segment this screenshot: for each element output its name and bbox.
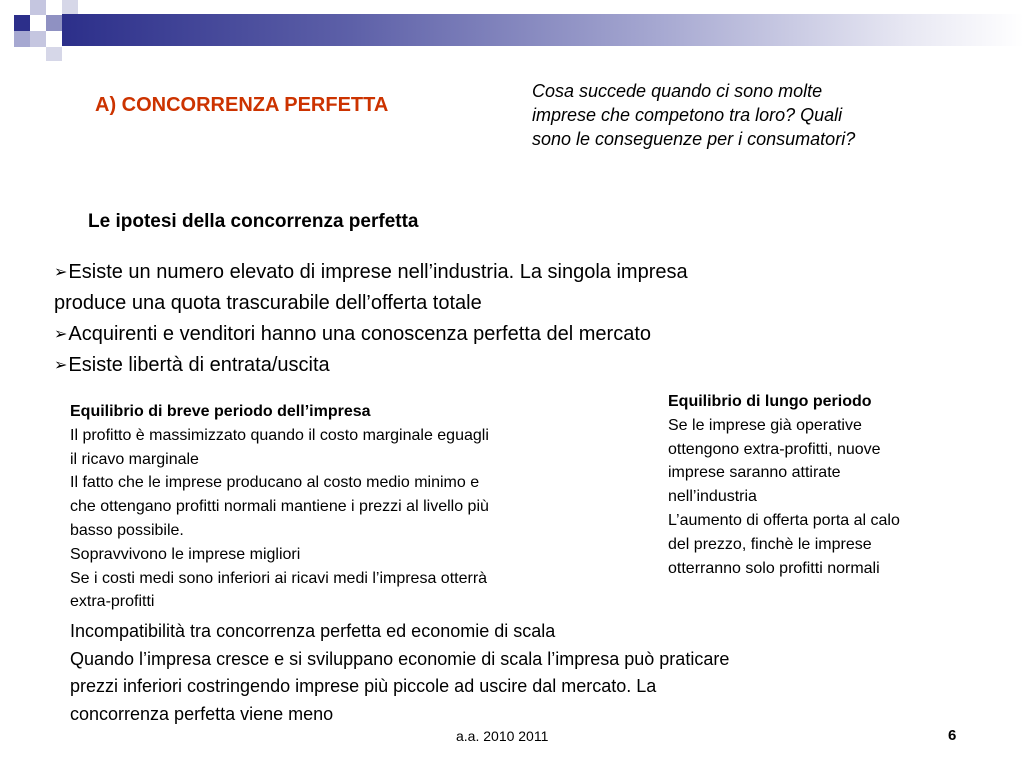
bullet-item [54, 319, 954, 350]
long-run-line: otterranno solo profitti normali [668, 559, 880, 577]
bullet-text: Acquirenti e venditori hanno una conoscenza perfetta del mercato [68, 323, 651, 345]
short-run-line: il ricavo marginale [70, 450, 199, 468]
deco-square-light [46, 47, 62, 61]
arrow-bullet-icon: ➢ [54, 264, 68, 281]
deco-square-light [30, 31, 46, 47]
bottom-line: concorrenza perfetta viene meno [70, 703, 334, 724]
long-run-equilibrium [668, 390, 998, 580]
short-run-line: Il profitto è massimizzato quando il costo marginale eguagli [70, 426, 489, 444]
long-run-line: imprese saranno attirate [668, 464, 841, 482]
deco-square-mid [46, 15, 62, 31]
long-run-heading: Equilibrio di lungo periodo [668, 393, 872, 410]
long-run-line: L’aumento di offerta porta al calo [668, 511, 900, 529]
long-run-line: ottengono extra-profitti, nuove [668, 440, 881, 458]
short-run-line: extra-profitti [70, 593, 155, 611]
section-subtitle: Le ipotesi della concorrenza perfetta [88, 211, 419, 232]
page-number: 6 [948, 727, 957, 744]
bullet-continuation: produce una quota trascurabile dell’offerta totale [54, 292, 482, 314]
short-run-line: Il fatto che le imprese producano al costo medio minimo e [70, 474, 480, 492]
deco-square-light [62, 0, 78, 14]
slide-title: A) CONCORRENZA PERFETTA [95, 94, 389, 116]
bullet-item [54, 257, 954, 288]
short-run-heading: Equilibrio di breve periodo dell’impresa [70, 403, 371, 420]
long-run-line: nell’industria [668, 488, 757, 506]
short-run-line: Sopravvivono le imprese migliori [70, 545, 301, 563]
bullet-text: Esiste un numero elevato di imprese nell’industria. La singola impresa [68, 261, 688, 283]
question-text [532, 79, 972, 151]
question-line: sono le conseguenze per i consumatori? [532, 129, 856, 149]
question-line: Cosa succede quando ci sono molte [532, 81, 823, 101]
short-run-line: Se i costi medi sono inferiori ai ricavi medi l’impresa otterrà [70, 569, 488, 587]
deco-square-dark [14, 15, 30, 31]
arrow-bullet-icon: ➢ [54, 326, 68, 343]
bottom-line: Quando l’impresa cresce e si sviluppano economie di scala l’impresa può praticare [70, 648, 730, 669]
deco-square-light [30, 0, 46, 15]
short-run-equilibrium [70, 400, 610, 614]
footer-academic-year: a.a. 2010 2011 [456, 728, 549, 744]
bullet-text: Esiste libertà di entrata/uscita [68, 354, 330, 376]
bullet-item [54, 350, 954, 381]
long-run-line: Se le imprese già operative [668, 416, 862, 434]
bottom-line: Incompatibilità tra concorrenza perfetta ed economie di scala [70, 621, 556, 641]
header-gradient-bar [62, 14, 1024, 46]
short-run-line: che ottengano profitti normali mantiene i prezzi al livello più [70, 498, 489, 516]
arrow-bullet-icon: ➢ [54, 357, 68, 374]
long-run-line: del prezzo, finchè le imprese [668, 535, 872, 553]
scale-economies-text [70, 618, 970, 728]
deco-square-mid [14, 31, 30, 47]
short-run-line: basso possibile. [70, 521, 184, 539]
question-line: imprese che competono tra loro? Quali [532, 105, 843, 125]
bottom-line: prezzi inferiori costringendo imprese più piccole ad uscire dal mercato. La [70, 676, 657, 696]
hypotheses-list [54, 257, 954, 381]
